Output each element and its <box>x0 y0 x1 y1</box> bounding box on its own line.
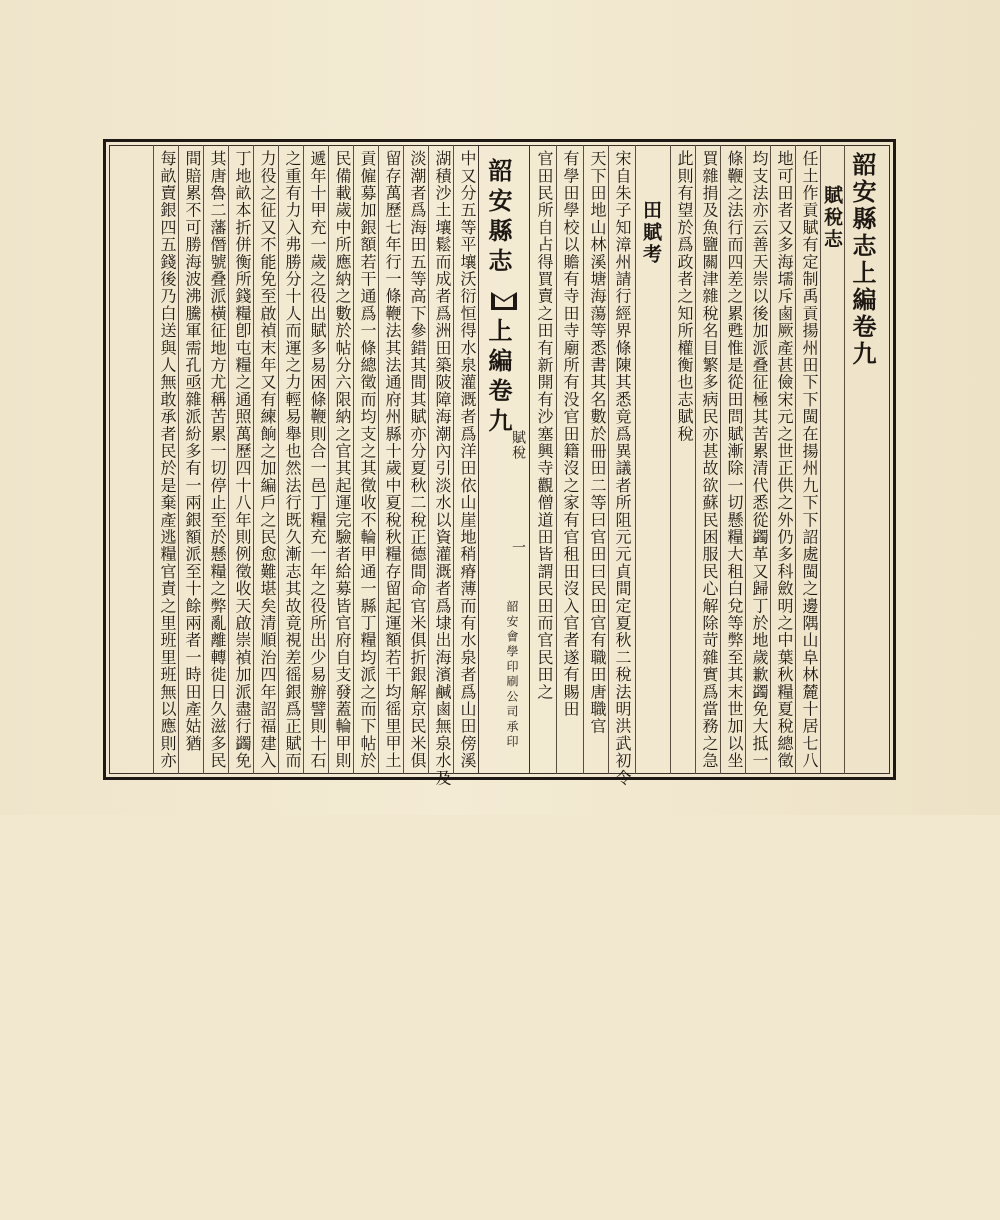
column-rule <box>844 145 845 774</box>
column-rule <box>228 145 229 774</box>
column-rule <box>608 145 609 774</box>
printer-imprint: 韶安會學印刷公司承印 <box>505 600 519 750</box>
column-rule <box>378 145 379 774</box>
column-rule <box>583 145 584 774</box>
column-rule <box>328 145 329 774</box>
text-column: 其唐魯二藩僭號叠派橫征地方尤稱苦累一切停止至於懸糧之弊亂離轉徙日久滋多民 <box>208 150 227 770</box>
column-rule <box>278 145 279 774</box>
text-column: 天下田地山林溪塘海蕩等悉書其名數於冊田二等曰官田曰民田官有職田唐職官 <box>588 150 607 735</box>
text-column: 力役之征又不能免至啟禎末年又有練餉之加編戶之民愈難堪矣清順治四年詔福建入 <box>258 150 277 770</box>
text-column: 間賠累不可勝海波沸騰軍需孔亟雜派紛多有一兩銀額派至十餘兩者一時田產姑猶 <box>183 150 202 752</box>
text-column: 條鞭之法行而四差之累甦惟是從田問賦漸除一切懸糧大租白兌等弊至其末世加以坐 <box>725 150 744 770</box>
text-column: 民備載歲中所應納之數於帖分六限納之官其起運完驗者給募皆官府自支發蓋輪甲則 <box>333 150 352 770</box>
text-column: 貢僱募加銀額若干通爲一條總徵而均支之其徵收不輪甲通一縣丁糧均派之而下帖於 <box>358 150 377 770</box>
text-column: 遞年十甲充一歲之役出賦多易困條鞭則合一邑丁糧充一年之役所出少易辦譬則十石 <box>308 150 327 770</box>
column-rule <box>635 145 636 774</box>
text-column: 湖積沙土壤鬆而成者爲洲田築陂障海潮內引淡水以資灌溉者爲埭出海濱鹹鹵無泉水及 <box>433 150 452 787</box>
text-column: 買雜捐及魚鹽關津雜稅名目繁多病民亦甚故欲蘇民困服民心解除苛雜實爲當務之急 <box>700 150 719 770</box>
column-rule <box>253 145 254 774</box>
text-column: 丁地畝本折併衡所錢糧卽屯糧之通照萬歷四十八年則例徵收天啟崇禎加派盡行蠲免 <box>233 150 252 770</box>
chapter-heading: 賦稅志 <box>821 185 843 251</box>
text-column: 地可田者又多海壖斥鹵厥產甚儉宋元之世正供之外仍多科斂明之中葉秋糧夏稅總徵 <box>775 150 794 770</box>
text-column: 淡潮者爲海田五等高下參錯其間其賦亦分夏秋二稅正德間命官米俱折銀解京民米俱 <box>408 150 427 770</box>
column-rule <box>770 145 771 774</box>
page-number: 一 <box>510 540 526 556</box>
column-rule <box>303 145 304 774</box>
text-column: 任土作貢賦有定制禹貢揚州田下下閩在揚州九下下詔處閩之邊隅山阜林麓十居七八 <box>800 150 819 770</box>
text-column: 每畝賣銀四五錢後乃白送與人無敢承者民於是棄產逃糧官責之里班里班無以應則亦 <box>158 150 177 770</box>
column-rule <box>695 145 696 774</box>
column-rule <box>178 145 179 774</box>
column-rule <box>428 145 429 774</box>
section-heading: 田賦考 <box>640 200 662 266</box>
text-column: 官田民所自占得買賣之田有新開有沙塞興寺觀僧道田皆謂民田而官民田之 <box>535 150 554 701</box>
band-section: 賦稅 <box>510 430 526 461</box>
text-column: 此則有望於爲政者之知所權衡也志賦稅 <box>675 150 694 443</box>
band-volume: 上編卷九 <box>484 318 513 438</box>
text-column: 中又分五等平壤沃衍恒得水泉灌溉者爲洋田依山崖地稍瘠薄而有水泉者爲山田傍溪 <box>458 150 477 770</box>
column-rule <box>453 145 454 774</box>
column-rule <box>720 145 721 774</box>
band-book-title: 韶安縣志 <box>484 158 513 278</box>
text-column: 留存萬歷七年行一條鞭法其法通府州縣十歲中夏稅秋糧存留起運額若干均徭里甲土 <box>383 150 402 770</box>
text-column: 有學田學校以贍有寺田寺廟所有没官田籍沒之家有官租田沒入官者遂有賜田 <box>561 150 580 718</box>
text-column: 之重有力入弗勝分十人而運之力輕易舉也然法行既久漸志其故竟視差徭銀爲正賦而 <box>283 150 302 770</box>
column-rule <box>403 145 404 774</box>
column-rule <box>353 145 354 774</box>
text-column: 均支法亦云善天崇以後加派叠征極其苦累清代悉從蠲革又歸丁於地歲歉蠲免大抵一 <box>750 150 769 770</box>
column-rule <box>153 145 154 774</box>
column-rule <box>795 145 796 774</box>
column-rule <box>745 145 746 774</box>
column-rule <box>670 145 671 774</box>
column-rule <box>556 145 557 774</box>
volume-title: 韶安縣志上編卷九 <box>848 152 877 368</box>
column-rule <box>203 145 204 774</box>
text-column: 宋自朱子知漳州請行經界條陳其悉竟爲異議者所阻元元貞間定夏秋二稅法明洪武初令 <box>613 150 632 787</box>
